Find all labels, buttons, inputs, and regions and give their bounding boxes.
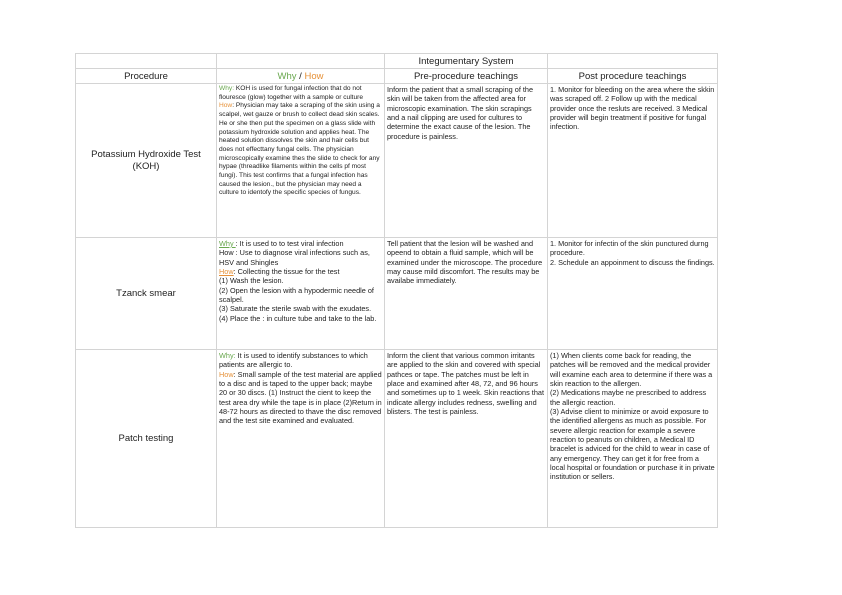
post-item: (2) Medications maybe ne prescribed to address the allergic reaction. <box>550 388 707 407</box>
how-label: How <box>219 267 234 277</box>
empty-cell <box>548 54 718 69</box>
why-text: KOH is used for fungal infection that do not flouresce (glow) together with a sample or culture <box>219 85 364 101</box>
why-label: Why: <box>219 85 235 92</box>
step: (3) Saturate the sterile swab with the exudates. <box>219 304 372 314</box>
why-text: : It is used to to test viral infection <box>235 239 344 248</box>
step: (2) Open the lesion with a hypodermic needle of scalpel. <box>219 285 374 305</box>
procedure-name: Patch testing <box>76 350 217 528</box>
header-why-how <box>217 69 385 84</box>
how-text: : Small sample of the test material are applied to a disc and is taped to the upper back; maybe 20 or 30 discs. (1) Instruct the cient to keep the test area dry while the tape is in place (2)Return in 48-72 hours as directed to thave the disc removed and the test site examined and evaluated. <box>219 369 382 426</box>
why-how-cell <box>217 238 385 350</box>
pre-teaching: Tell patient that the lesion will be washed and opeend to obtain a fluid sample, which will be examined under the microscope. The procedure may cause mild discomfort. The results may be availabe immediately. <box>385 238 548 350</box>
how-label: How <box>219 369 234 379</box>
empty-cell <box>217 54 385 69</box>
header-procedure: Procedure <box>76 69 217 84</box>
how-line: How : Use to diagnose viral infections such as, HSV and Shingles <box>219 248 370 267</box>
step: (1) Wash the lesion. <box>219 276 284 286</box>
table-row <box>76 350 718 528</box>
procedure-name: Tzanck smear <box>76 238 217 350</box>
post-item: 1. Monitor for infectin of the skin punctured durng procedure. <box>550 239 709 258</box>
procedure-name: Potassium Hydroxide Test (KOH) <box>76 84 217 238</box>
pre-teaching: Inform the client that various common irritants are applied to the skin and covered with special pathces or tape. The patches must be left in place and examined after 48, 72, and 96 hours and sometimes up to 1 week. Skin reactions that indicate allergy includes redness, swelling and blisters. The test is painless. <box>385 350 548 528</box>
how-label: How <box>219 102 233 110</box>
step: (4) Place the : in culture tube and take to the lab. <box>219 313 377 323</box>
post-teaching: 1. Monitor for bleeding on the area where the skkin was scraped off. 2 Follow up with the medical provider once the resluts are received. 3 Medical provider will begin treatment if positive for fungal infection. <box>548 84 718 238</box>
header-why: Why <box>277 70 297 82</box>
post-teaching <box>548 238 718 350</box>
header-separator: / <box>296 70 305 82</box>
how-text: : Collecting the tissue for the test <box>233 267 340 277</box>
why-how-cell <box>217 350 385 528</box>
title-row <box>76 54 718 69</box>
header-row <box>76 69 718 84</box>
post-item: (1) When clients come back for reading, the patches will be removed and the medical provider will examine each area to determine if there was a skin reaction to the allergen. <box>550 351 713 389</box>
why-label: Why <box>219 239 236 248</box>
post-item: 2. Schedule an appoinment to discuss the findings. <box>550 257 715 267</box>
why-label: Why: <box>219 351 236 360</box>
integumentary-table <box>75 53 718 528</box>
post-item: (3) Advise client to minimize or avoid exposure to the identified allergens as much as possible. For severe allergic reaction for example a severe reaction to peanuts on children, a Medical ID bracelet is adviced for the child to wear in case of any emergency. They can get it for free from a local hospital or foundation or purchase it in private institution or sellers. <box>550 407 715 482</box>
empty-cell <box>76 54 217 69</box>
pre-teaching: Inform the patient that a small scraping of the skin will be taken from the affected area for microscopic examination. The skin scrapings and a nail clipping are used for cultures to determine the exact cause of the lesion. The procedure is painless. <box>385 84 548 238</box>
header-post: Post procedure teachings <box>548 69 718 84</box>
system-title: Integumentary System <box>385 54 548 69</box>
post-teaching <box>548 350 718 528</box>
header-how: How <box>304 70 324 82</box>
header-pre: Pre-procedure teachings <box>385 69 548 84</box>
how-text: : Physician may take a scraping of the skin using a scalpel, wet gauze or brush to collect dead skin scales. He or she then put the specimen on a glass slide with potassium hydroxide solution and applies heat. The heated solution dissolves the skin and hair cells but does not effecttany fungal cells. The physician microscopically examine thes the slide to check for any hypae (threadlike filaments within the cells pf most fungi). This test confirms that a fungal infection has caused the lesion., but the physician may need a culture to identofy the specific species of fungus. <box>219 102 380 197</box>
why-text: It is used to identify substances to which patients are allergic to. <box>219 351 368 370</box>
table-row <box>76 238 718 350</box>
table-row <box>76 84 718 238</box>
why-how-cell <box>217 84 385 238</box>
